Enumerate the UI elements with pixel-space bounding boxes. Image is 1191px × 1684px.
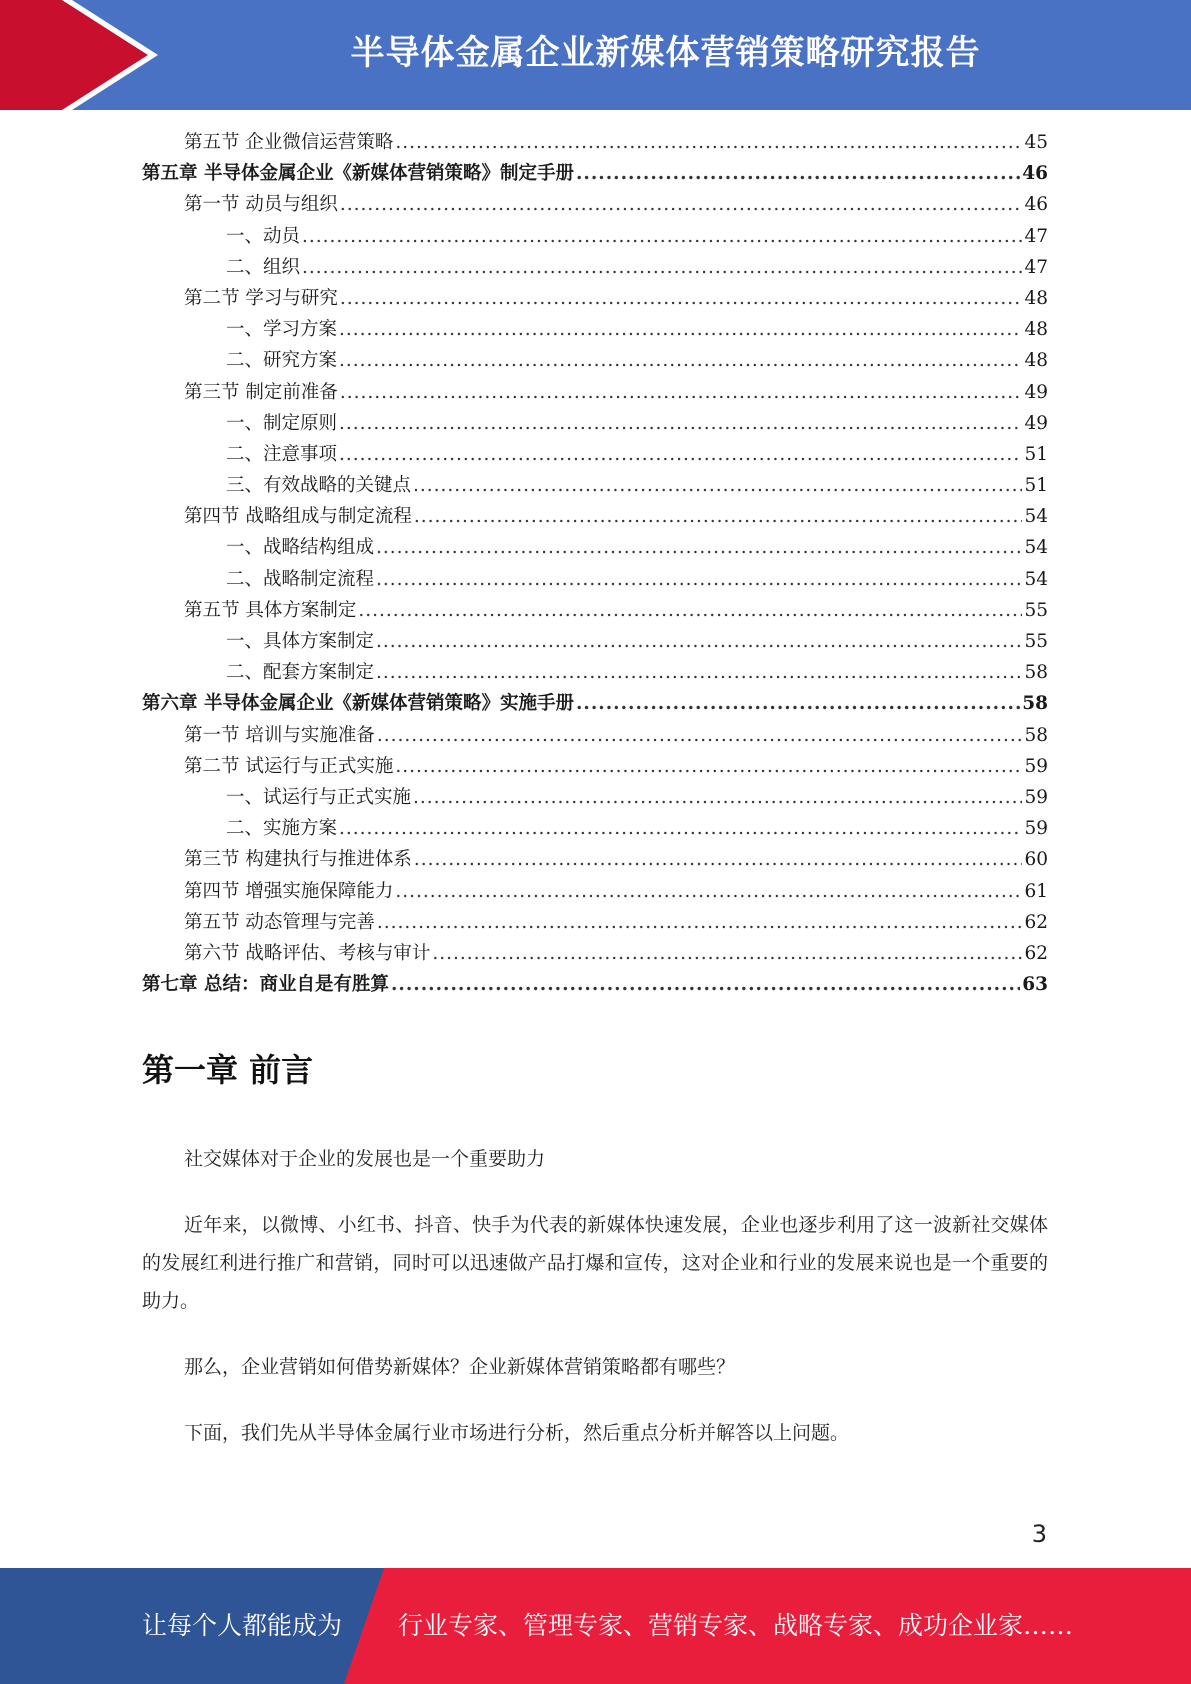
toc-entry-label: 二、组织 bbox=[226, 256, 301, 278]
chapter-body bbox=[142, 1140, 1048, 1480]
toc-entry-label: 二、注意事项 bbox=[226, 443, 338, 465]
toc-entry[interactable] bbox=[142, 970, 1048, 1001]
toc-entry-page: 48 bbox=[1024, 287, 1048, 309]
toc-entry[interactable] bbox=[142, 689, 1048, 720]
toc-dot-leader bbox=[376, 537, 1022, 558]
toc-entry-label: 二、配套方案制定 bbox=[226, 662, 375, 684]
toc-dot-leader bbox=[414, 506, 1023, 527]
footer-slogan-right: 行业专家、管理专家、营销专家、战略专家、成功企业家…… bbox=[398, 1611, 1074, 1640]
toc-dot-leader bbox=[376, 631, 1022, 652]
toc-entry-page: 54 bbox=[1024, 506, 1048, 528]
toc-entry-label: 一、具体方案制定 bbox=[226, 631, 375, 652]
toc-entry-label: 第四节 战略组成与制定流程 bbox=[184, 506, 412, 528]
toc-entry-page: 47 bbox=[1024, 256, 1048, 278]
toc-dot-leader bbox=[432, 943, 1022, 964]
toc-entry[interactable] bbox=[142, 378, 1048, 409]
toc-dot-leader bbox=[376, 662, 1022, 683]
toc-dot-leader bbox=[340, 194, 1023, 215]
toc-entry-page: 63 bbox=[1022, 974, 1048, 996]
toc-entry[interactable] bbox=[142, 845, 1048, 876]
toc-entry-label: 一、学习方案 bbox=[226, 319, 338, 341]
table-of-contents bbox=[142, 128, 1048, 1001]
paragraph: 近年来，以微博、小红书、抖音、快手为代表的新媒体快速发展，企业也逐步利用了这一波新社交媒体的发展红利进行推广和营销，同时可以迅速做产品打爆和宣传，这对企业和行业的发展来说也是一个重要的助力。 bbox=[142, 1214, 1048, 1312]
toc-entry[interactable] bbox=[142, 159, 1048, 190]
toc-dot-leader bbox=[391, 974, 1020, 995]
toc-entry-page: 51 bbox=[1024, 475, 1048, 497]
toc-dot-leader bbox=[339, 319, 1022, 340]
toc-dot-leader bbox=[340, 382, 1023, 403]
header-title: 半导体金属企业新媒体营销策略研究报告 bbox=[350, 33, 981, 73]
toc-entry-page: 62 bbox=[1024, 911, 1048, 933]
toc-dot-leader bbox=[377, 912, 1023, 933]
toc-entry-page: 60 bbox=[1024, 849, 1048, 871]
toc-entry-label: 一、动员 bbox=[226, 225, 301, 247]
toc-entry-page: 59 bbox=[1024, 818, 1048, 840]
chapter-title: 第一章 前言 bbox=[142, 1051, 314, 1089]
toc-entry-label: 第五节 具体方案制定 bbox=[184, 599, 357, 621]
toc-entry[interactable] bbox=[142, 627, 1048, 658]
toc-entry-label: 一、试运行与正式实施 bbox=[226, 786, 412, 808]
toc-entry-page: 58 bbox=[1022, 693, 1048, 715]
toc-entry-label: 一、战略结构组成 bbox=[226, 537, 375, 559]
toc-entry[interactable] bbox=[142, 502, 1048, 533]
toc-entry[interactable] bbox=[142, 658, 1048, 689]
toc-entry-label: 第五节 动态管理与完善 bbox=[184, 911, 375, 933]
footer-slogan-left: 让每个人都能成为 bbox=[142, 1611, 343, 1640]
toc-entry-page: 54 bbox=[1024, 537, 1048, 559]
toc-entry-label: 二、实施方案 bbox=[226, 818, 338, 840]
toc-dot-leader bbox=[413, 787, 1022, 808]
toc-entry[interactable] bbox=[142, 190, 1048, 221]
toc-entry-label: 第一节 动员与组织 bbox=[184, 194, 338, 216]
toc-dot-leader bbox=[339, 350, 1022, 371]
toc-entry-label: 第一节 培训与实施准备 bbox=[184, 724, 375, 746]
toc-entry-label: 第四节 增强实施保障能力 bbox=[184, 880, 394, 902]
toc-dot-leader bbox=[395, 132, 1022, 153]
toc-entry[interactable] bbox=[142, 596, 1048, 627]
toc-entry-page: 58 bbox=[1024, 724, 1048, 746]
toc-entry[interactable] bbox=[142, 440, 1048, 471]
toc-entry[interactable] bbox=[142, 877, 1048, 908]
toc-entry[interactable] bbox=[142, 409, 1048, 440]
toc-entry-page: 61 bbox=[1024, 880, 1048, 902]
toc-entry-label: 第七章 总结：商业自是有胜算 bbox=[142, 974, 389, 996]
toc-entry[interactable] bbox=[142, 565, 1048, 596]
toc-entry-page: 54 bbox=[1024, 568, 1048, 590]
toc-entry-label: 二、研究方案 bbox=[226, 350, 338, 372]
toc-entry-page: 46 bbox=[1022, 163, 1048, 185]
toc-dot-leader bbox=[576, 163, 1020, 184]
page-header bbox=[0, 0, 1191, 110]
toc-dot-leader bbox=[376, 569, 1022, 590]
toc-entry-page: 48 bbox=[1024, 319, 1048, 341]
toc-entry-page: 62 bbox=[1024, 942, 1048, 964]
toc-entry[interactable] bbox=[142, 814, 1048, 845]
toc-entry-label: 三、有效战略的关键点 bbox=[226, 475, 412, 497]
toc-entry-page: 48 bbox=[1024, 350, 1048, 372]
toc-entry-page: 58 bbox=[1024, 662, 1048, 684]
toc-entry[interactable] bbox=[142, 471, 1048, 502]
toc-dot-leader bbox=[340, 288, 1023, 309]
toc-entry-label: 第二节 试运行与正式实施 bbox=[184, 755, 394, 777]
page-footer bbox=[0, 1568, 1191, 1684]
toc-dot-leader bbox=[413, 475, 1022, 496]
toc-entry-label: 一、制定原则 bbox=[226, 412, 338, 434]
toc-entry-page: 59 bbox=[1024, 755, 1048, 777]
toc-entry[interactable] bbox=[142, 783, 1048, 814]
toc-dot-leader bbox=[576, 693, 1020, 714]
paragraph: 下面，我们先从半导体金属行业市场进行分析，然后重点分析并解答以上问题。 bbox=[184, 1422, 850, 1444]
toc-entry-page: 59 bbox=[1024, 786, 1048, 808]
toc-entry-page: 51 bbox=[1024, 443, 1048, 465]
toc-entry-label: 二、战略制定流程 bbox=[226, 568, 375, 590]
paragraph: 社交媒体对于企业的发展也是一个重要助力 bbox=[184, 1148, 546, 1170]
toc-entry-label: 第六节 战略评估、考核与审计 bbox=[184, 942, 431, 964]
toc-dot-leader bbox=[395, 756, 1022, 777]
toc-entry[interactable] bbox=[142, 346, 1048, 377]
toc-entry-page: 55 bbox=[1024, 631, 1048, 652]
toc-entry[interactable] bbox=[142, 721, 1048, 752]
toc-entry[interactable] bbox=[142, 752, 1048, 783]
toc-entry-page: 49 bbox=[1024, 381, 1048, 403]
toc-entry-label: 第五节 企业微信运营策略 bbox=[184, 132, 394, 153]
toc-entry[interactable] bbox=[142, 253, 1048, 284]
toc-dot-leader bbox=[377, 725, 1023, 746]
toc-dot-leader bbox=[339, 818, 1022, 839]
toc-entry-page: 45 bbox=[1024, 132, 1048, 153]
toc-entry[interactable] bbox=[142, 315, 1048, 346]
toc-entry[interactable] bbox=[142, 128, 1048, 159]
toc-dot-leader bbox=[302, 257, 1022, 278]
toc-dot-leader bbox=[395, 881, 1022, 902]
toc-entry-label: 第六章 半导体金属企业《新媒体营销策略》实施手册 bbox=[142, 693, 574, 715]
paragraph: 那么，企业营销如何借势新媒体？企业新媒体营销策略都有哪些？ bbox=[184, 1356, 736, 1378]
toc-entry[interactable] bbox=[142, 284, 1048, 315]
toc-entry[interactable] bbox=[142, 939, 1048, 970]
toc-entry-page: 55 bbox=[1024, 599, 1048, 621]
page-number: 3 bbox=[1031, 1520, 1047, 1548]
toc-entry-label: 第三节 制定前准备 bbox=[184, 381, 338, 403]
toc-entry-label: 第三节 构建执行与推进体系 bbox=[184, 849, 412, 871]
toc-dot-leader bbox=[358, 600, 1022, 621]
toc-entry[interactable] bbox=[142, 533, 1048, 564]
toc-dot-leader bbox=[339, 413, 1022, 434]
toc-dot-leader bbox=[414, 849, 1023, 870]
toc-dot-leader bbox=[302, 226, 1022, 247]
toc-entry-label: 第五章 半导体金属企业《新媒体营销策略》制定手册 bbox=[142, 163, 574, 185]
toc-entry-page: 46 bbox=[1024, 194, 1048, 216]
toc-entry-page: 49 bbox=[1024, 412, 1048, 434]
toc-entry[interactable] bbox=[142, 908, 1048, 939]
toc-dot-leader bbox=[339, 444, 1022, 465]
toc-entry-label: 第二节 学习与研究 bbox=[184, 287, 338, 309]
toc-entry-page: 47 bbox=[1024, 225, 1048, 247]
toc-entry[interactable] bbox=[142, 222, 1048, 253]
